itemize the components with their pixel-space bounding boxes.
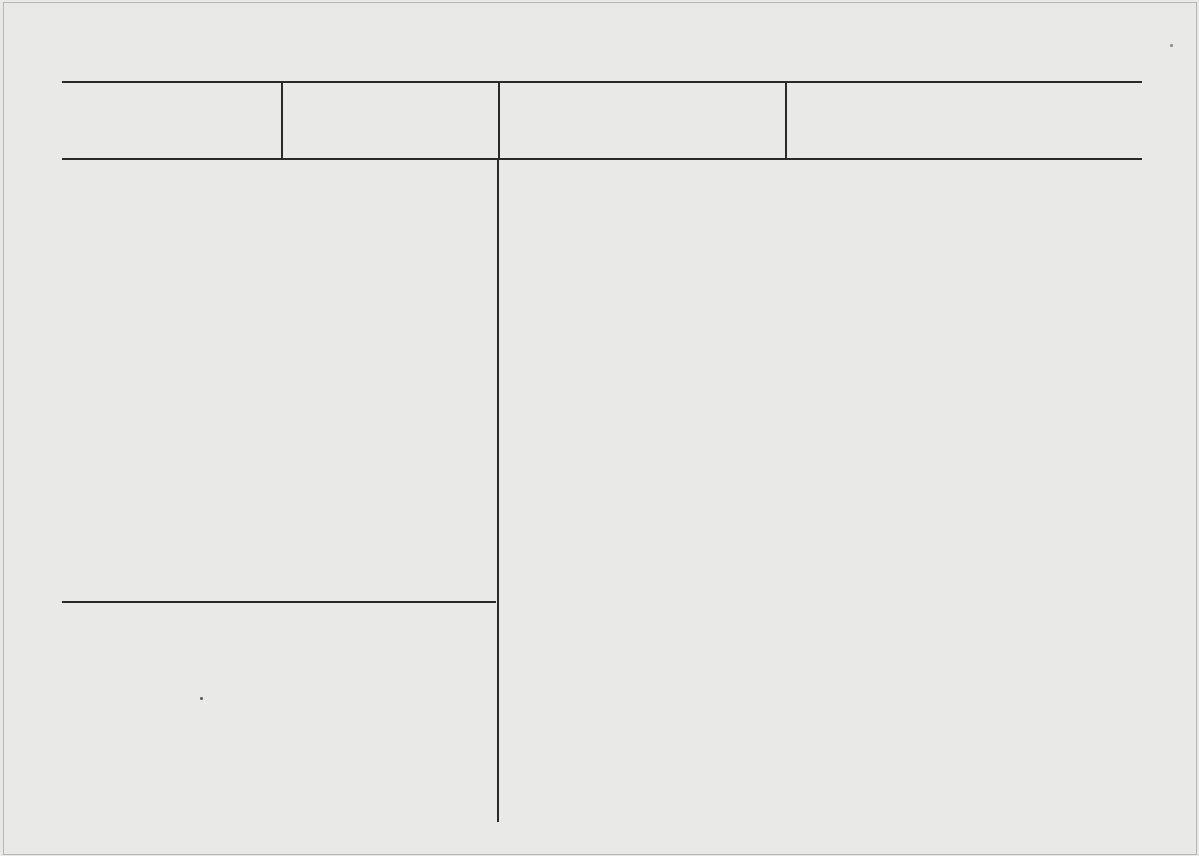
header-top-rule	[62, 81, 1142, 83]
paper-speck	[200, 697, 203, 700]
paper-speck	[1170, 44, 1173, 47]
divider-16-17	[785, 83, 787, 159]
header-bottom-rule	[62, 158, 1142, 160]
section-20-top-rule	[62, 601, 496, 603]
main-vertical-divider	[497, 159, 499, 822]
divider-14-15	[281, 83, 283, 159]
divider-15-16	[498, 83, 500, 159]
card-frame	[3, 2, 1197, 855]
